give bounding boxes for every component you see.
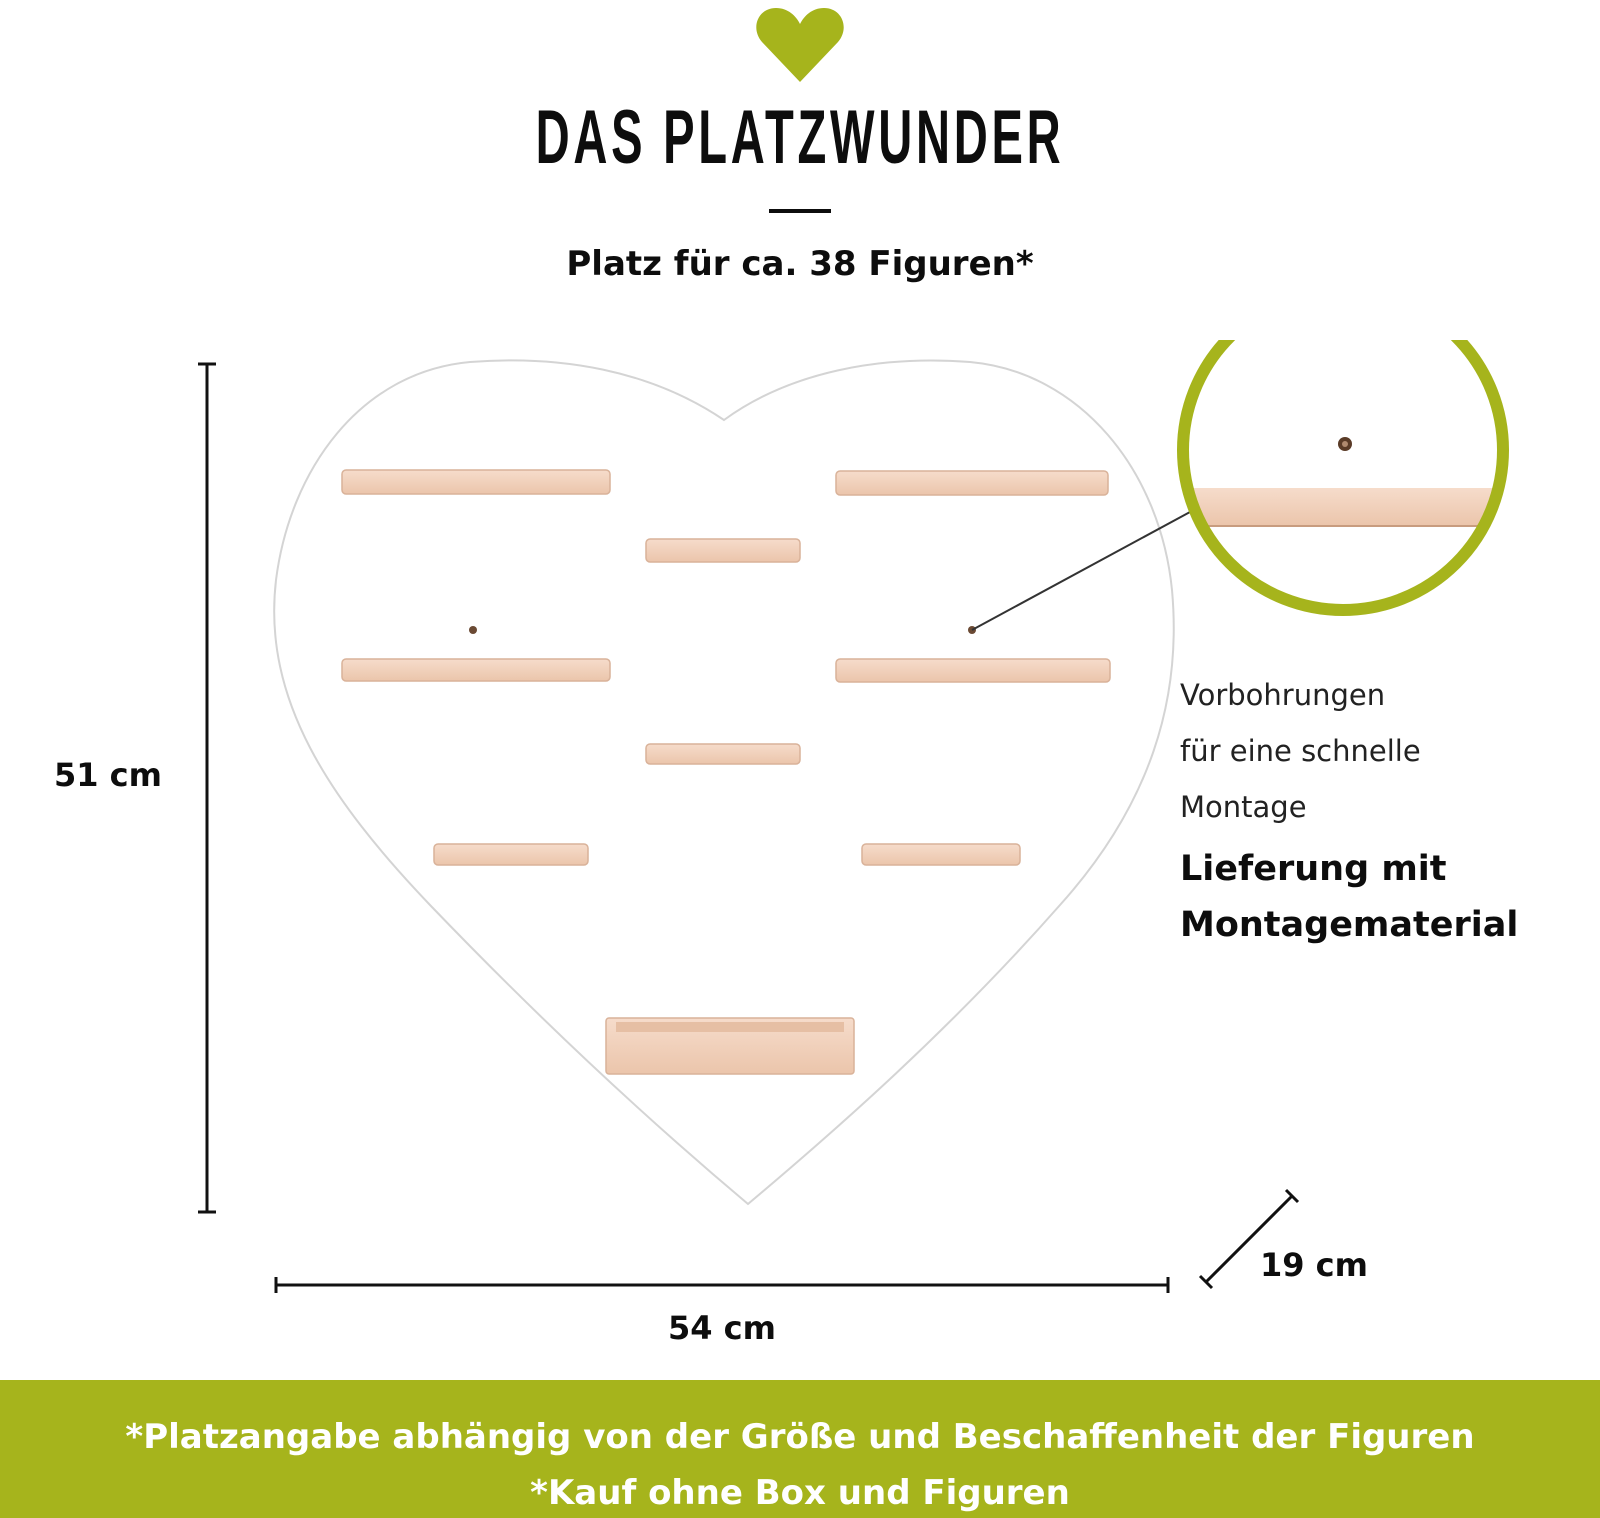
delivery-note-line: Montagematerial <box>1180 905 1519 945</box>
shelf-plank <box>646 744 800 764</box>
predrill-note-line: für eine schnelle <box>1180 734 1421 768</box>
shelf-plank <box>342 659 610 681</box>
shelf-plank <box>862 844 1020 865</box>
shelf-tray <box>606 1018 854 1074</box>
width-label: 54 cm <box>668 1309 776 1347</box>
predrill-note-line: Montage <box>1180 790 1307 824</box>
detail-zoom-circle <box>1180 340 1510 610</box>
shelf-plank <box>646 539 800 562</box>
heart-icon <box>756 4 844 84</box>
shelf-plank <box>836 659 1110 682</box>
depth-label: 19 cm <box>1260 1246 1368 1284</box>
subtitle: Platz für ca. 38 Figuren* <box>566 244 1034 284</box>
footer-disclaimer-size: *Platzangabe abhängig von der Größe und Beschaffenheit der Figuren <box>125 1417 1475 1457</box>
delivery-note <box>1180 841 1600 953</box>
footer-disclaimer-contents: *Kauf ohne Box und Figuren <box>530 1473 1070 1513</box>
drill-hole <box>469 626 477 634</box>
shelf-plank <box>836 471 1108 495</box>
predrill-note-line: Vorbohrungen <box>1180 678 1386 712</box>
page-title: DAS PLATZWUNDER <box>535 95 1065 180</box>
shelf-plank <box>434 844 588 865</box>
height-dimension-line <box>198 364 216 1212</box>
shelf-plank <box>342 470 610 494</box>
predrill-note <box>1180 667 1580 835</box>
delivery-note-line: Lieferung mit <box>1180 849 1447 889</box>
height-label: 51 cm <box>54 756 162 794</box>
width-dimension-line <box>276 1277 1168 1293</box>
title-divider <box>769 209 831 213</box>
